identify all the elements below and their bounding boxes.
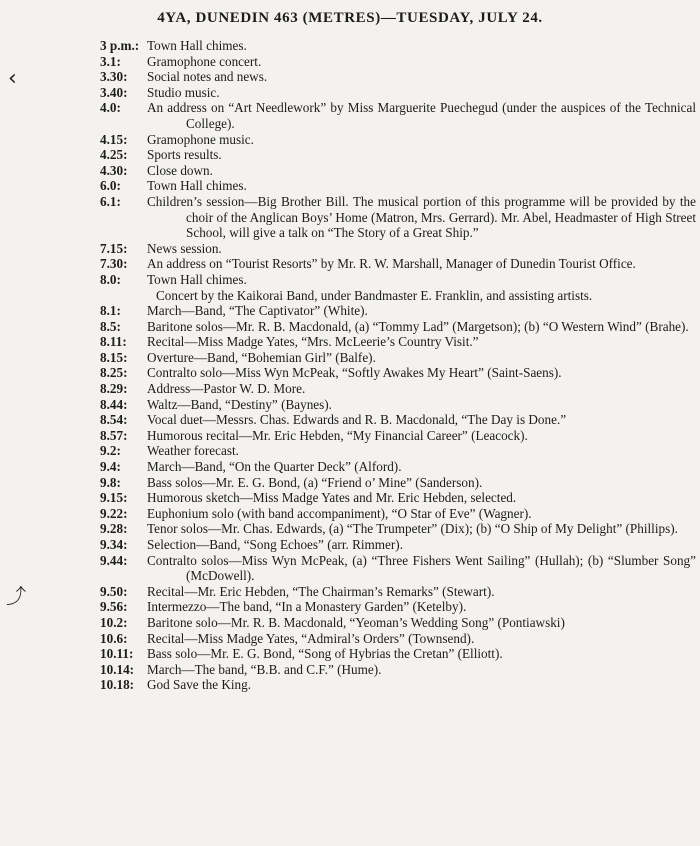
entry-time: 9.50: bbox=[100, 583, 128, 599]
entry-text: Contralto solo—Miss Wyn McPeak, “Softly Awakes My Heart” (Saint-Saens). bbox=[147, 365, 562, 381]
programme-entry bbox=[100, 303, 696, 319]
programme-entry bbox=[100, 38, 696, 54]
entry-time: 3.1: bbox=[100, 53, 121, 69]
entry-text: An address on “Art Needlework” by Miss Marguerite Puechegud (under the auspices of the Technical College). bbox=[147, 100, 696, 131]
entry-text: Social notes and news. bbox=[147, 69, 268, 85]
entry-time: 4.30: bbox=[100, 162, 128, 178]
entry-time: 8.0: bbox=[100, 271, 121, 287]
entry-text: Tenor solos—Mr. Chas. Edwards, (a) “The Trumpeter” (Dix); (b) “O Ship of My Delight” (Phillips). bbox=[147, 521, 678, 537]
programme-entry bbox=[100, 397, 696, 413]
entry-time: 9.22: bbox=[100, 505, 128, 521]
entry-text: March—Band, “The Captivator” (White). bbox=[147, 303, 368, 319]
programme-entry bbox=[100, 132, 696, 148]
entry-text: Humorous recital—Mr. Eric Hebden, “My Financial Career” (Leacock). bbox=[147, 427, 528, 443]
entry-text: Town Hall chimes. bbox=[147, 178, 247, 194]
entry-time: 9.56: bbox=[100, 599, 128, 615]
programme-entry bbox=[100, 443, 696, 459]
entry-text: Children’s session—Big Brother Bill. The musical portion of this programme will be provided by the choir of the Anglican Boys’ Home (Matron, Mrs. Gerrard). Mr. Abel, Headmaster of High Street School, will give a talk on “The Story of a Great Ship.” bbox=[147, 193, 696, 241]
entry-time: 8.11: bbox=[100, 334, 127, 350]
entry-text: Vocal duet—Messrs. Chas. Edwards and R. B. Macdonald, “The Day is Done.” bbox=[147, 412, 567, 428]
entry-text: Gramophone concert. bbox=[147, 53, 262, 69]
entry-time: 3.40: bbox=[100, 84, 128, 100]
entry-text: Town Hall chimes. bbox=[147, 38, 247, 53]
entry-text: Bass solo—Mr. E. G. Bond, “Song of Hybrias the Cretan” (Elliott). bbox=[147, 646, 503, 662]
programme-entry bbox=[100, 506, 696, 522]
programme-entry bbox=[100, 428, 696, 444]
programme-entry bbox=[100, 178, 696, 194]
programme-entry bbox=[100, 677, 696, 693]
programme-entry bbox=[100, 475, 696, 491]
entry-time: 9.8: bbox=[100, 474, 121, 490]
entry-time: 6.1: bbox=[100, 193, 121, 209]
entry-text: Concert by the Kaikorai Band, under Bandmaster E. Franklin, and assisting artists. bbox=[156, 287, 593, 303]
programme-entry bbox=[100, 521, 696, 537]
programme-entry bbox=[100, 365, 696, 381]
programme-entry bbox=[100, 490, 696, 506]
entry-text: Overture—Band, “Bohemian Girl” (Balfe). bbox=[147, 349, 376, 365]
entry-text: Address—Pastor W. D. More. bbox=[147, 381, 306, 397]
entry-time: 7.30: bbox=[100, 256, 128, 272]
entry-text: God Save the King. bbox=[147, 677, 252, 693]
entry-time: 4.0: bbox=[100, 100, 121, 116]
entry-text: Weather forecast. bbox=[147, 443, 239, 459]
entry-time: 8.5: bbox=[100, 318, 121, 334]
entry-time: 10.18: bbox=[100, 677, 135, 693]
programme-entry bbox=[100, 412, 696, 428]
entry-time: 8.25: bbox=[100, 365, 128, 381]
entry-text: Recital—Miss Madge Yates, “Mrs. McLeerie’s Country Visit.” bbox=[147, 334, 479, 350]
entry-text: Town Hall chimes. bbox=[147, 271, 247, 287]
entry-time: 9.15: bbox=[100, 490, 128, 506]
entry-time: 8.29: bbox=[100, 381, 128, 397]
programme-entry bbox=[100, 147, 696, 163]
pencil-mark: ‹ bbox=[8, 66, 17, 91]
entry-time: 10.11: bbox=[100, 646, 134, 662]
entry-text: Gramophone music. bbox=[147, 131, 254, 147]
programme-list bbox=[100, 38, 696, 693]
entry-text: An address on “Tourist Resorts” by Mr. R. W. Marshall, Manager of Dunedin Tourist Office. bbox=[147, 256, 636, 272]
page-title: 4YA, DUNEDIN 463 (METRES)—TUESDAY, JULY 24. bbox=[157, 10, 543, 26]
entry-text: Studio music. bbox=[147, 84, 220, 100]
entry-text: Intermezzo—The band, “In a Monastery Garden” (Ketelby). bbox=[147, 599, 467, 615]
programme-entry bbox=[100, 350, 696, 366]
programme-entry bbox=[100, 256, 696, 272]
programme-entry bbox=[100, 163, 696, 179]
entry-time: 6.0: bbox=[100, 178, 121, 194]
entry-time: 9.2: bbox=[100, 443, 121, 459]
entry-text: Bass solos—Mr. E. G. Bond, (a) “Friend o’ Mine” (Sanderson). bbox=[147, 474, 483, 490]
programme-entry bbox=[100, 319, 696, 335]
entry-text: Euphonium solo (with band accompaniment), “O Star of Eve” (Wagner). bbox=[147, 505, 532, 521]
programme-entry bbox=[100, 584, 696, 600]
entry-time: 4.15: bbox=[100, 131, 128, 147]
entry-text: Sports results. bbox=[147, 147, 222, 163]
entry-text: March—The band, “B.B. and C.F.” (Hume). bbox=[147, 661, 382, 677]
programme-entry bbox=[100, 334, 696, 350]
entry-text: March—Band, “On the Quarter Deck” (Alford). bbox=[147, 459, 402, 475]
programme-entry bbox=[100, 459, 696, 475]
programme-entry bbox=[100, 288, 696, 304]
entry-text: Recital—Miss Madge Yates, “Admiral’s Orders” (Townsend). bbox=[147, 630, 475, 646]
programme-entry bbox=[100, 631, 696, 647]
programme-entry bbox=[100, 615, 696, 631]
entry-text: Baritone solos—Mr. R. B. Macdonald, (a) “Tommy Lad” (Margetson); (b) “O Western Wind” (Brahe). bbox=[147, 318, 689, 334]
entry-text: Close down. bbox=[147, 162, 213, 178]
programme-entry bbox=[100, 85, 696, 101]
entry-time: 9.28: bbox=[100, 521, 128, 537]
entry-text: News session. bbox=[147, 240, 222, 256]
entry-time: 9.4: bbox=[100, 459, 121, 475]
entry-time: 3.30: bbox=[100, 69, 128, 85]
programme-entry bbox=[100, 272, 696, 288]
programme-entry bbox=[100, 69, 696, 85]
entry-text: Contralto solos—Miss Wyn McPeak, (a) “Three Fishers Went Sailing” (Hullah); (b) “Slumber Song” (McDowell). bbox=[147, 552, 696, 584]
entry-text: Recital—Mr. Eric Hebden, “The Chairman’s Remarks” (Stewart). bbox=[147, 583, 495, 599]
entry-time: 8.1: bbox=[100, 303, 121, 319]
entry-time: 7.15: bbox=[100, 240, 128, 256]
entry-text: Selection—Band, “Song Echoes” (arr. Rimmer). bbox=[147, 537, 403, 552]
entry-time: 3 p.m.: bbox=[100, 38, 140, 53]
entry-time: 8.57: bbox=[100, 427, 128, 443]
entry-text: Baritone solo—Mr. R. B. Macdonald, “Yeoman’s Wedding Song” (Pontiawski) bbox=[147, 614, 565, 630]
programme-entry bbox=[100, 54, 696, 70]
programme-entry bbox=[100, 100, 696, 131]
entry-time: 8.54: bbox=[100, 412, 128, 428]
programme-entry bbox=[100, 646, 696, 662]
programme-entry bbox=[100, 662, 696, 678]
programme-entry bbox=[100, 381, 696, 397]
entry-text: Waltz—Band, “Destiny” (Baynes). bbox=[147, 396, 332, 412]
entry-time: 10.2: bbox=[100, 614, 128, 630]
programme-entry bbox=[100, 537, 696, 553]
programme-entry bbox=[100, 553, 696, 584]
entry-time: 4.25: bbox=[100, 147, 128, 163]
programme-entry bbox=[100, 194, 696, 241]
entry-time: 10.14: bbox=[100, 661, 135, 677]
entry-time: 8.15: bbox=[100, 349, 128, 365]
entry-time: 8.44: bbox=[100, 396, 128, 412]
pencil-mark: ⤴ bbox=[6, 584, 26, 608]
entry-time: 9.44: bbox=[100, 552, 128, 568]
programme-entry bbox=[100, 599, 696, 615]
programme-entry bbox=[100, 241, 696, 257]
entry-time: 10.6: bbox=[100, 630, 128, 646]
entry-time: 9.34: bbox=[100, 537, 128, 552]
entry-text: Humorous sketch—Miss Madge Yates and Mr. Eric Hebden, selected. bbox=[147, 490, 517, 506]
